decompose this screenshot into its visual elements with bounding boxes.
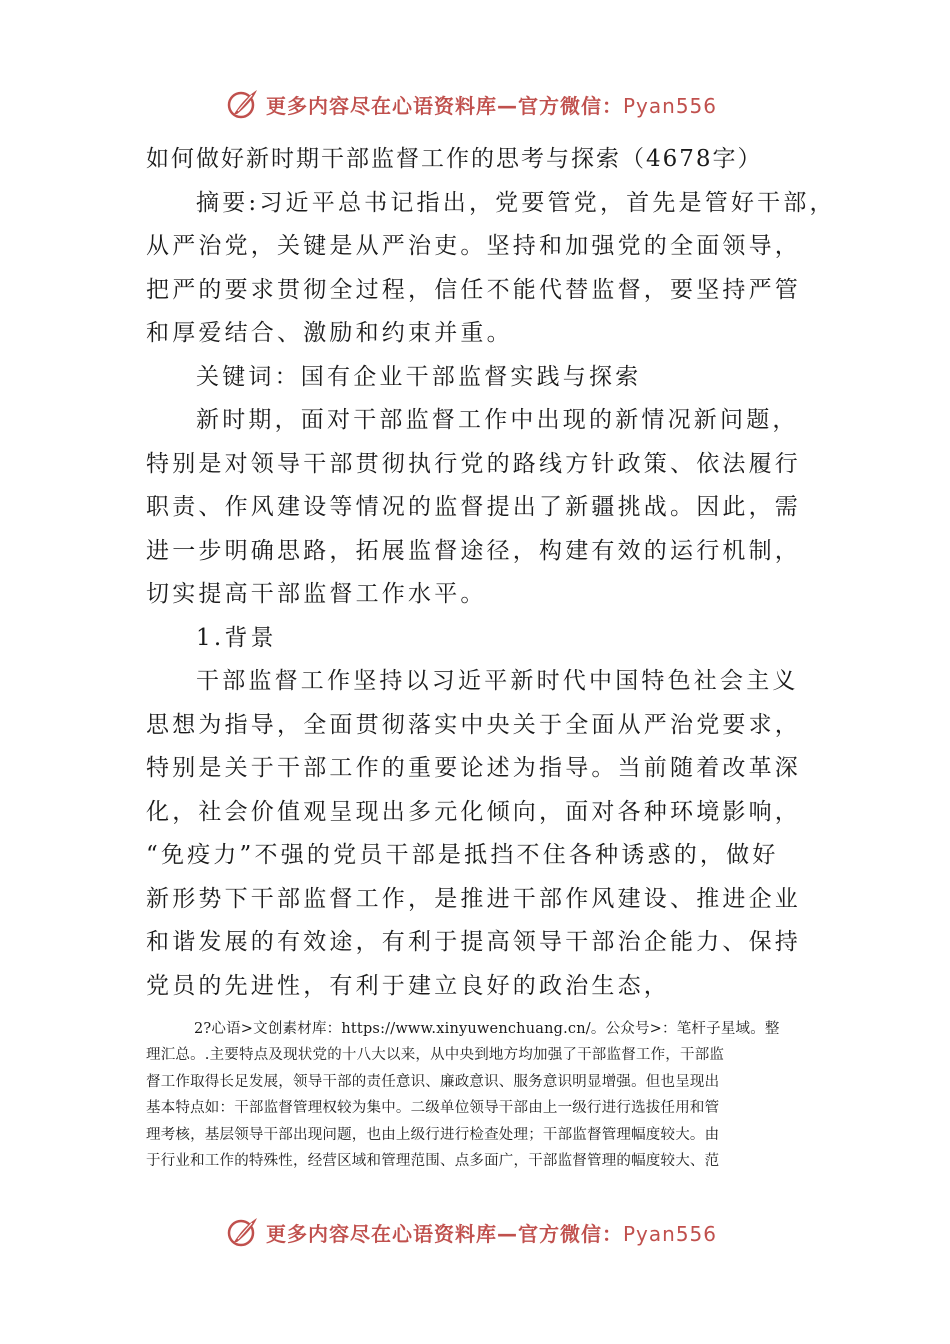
note-line: 理考核，基层领导干部出现问题，也由上级行进行检查处理；干部监督管理幅度较大。由 xyxy=(146,1126,720,1143)
banner-text: 更多内容尽在心语资料库—官方微信：Pyan556 xyxy=(266,93,718,118)
note-line: 于行业和工作的特殊性，经营区域和管理范围、点多面广，干部监督管理的幅度较大、范 xyxy=(146,1152,720,1169)
banner-text: 更多内容尽在心语资料库—官方微信：Pyan556 xyxy=(266,1221,718,1246)
body-line: 和厚爱结合、激励和约束并重。 xyxy=(146,320,513,346)
body-line: 切实提高干部监督工作水平。 xyxy=(146,581,487,607)
keywords-line: 关键词：国有企业干部监督实践与探索 xyxy=(196,363,642,390)
note-line: 2?心语>文创素材库：https://www.xinyuwenchuang.cn/。公众号>：笔杆子星域。整 xyxy=(194,1021,780,1037)
body-line: “免疫力”不强的党员干部是抵挡不住各种诱惑的，做好 xyxy=(146,842,779,868)
note-line: 理汇总。.主要特点及现状党的十八大以来，从中央到地方均加强了干部监督工作，干部监 xyxy=(146,1047,725,1064)
body-line: 特别是关于干部工作的重要论述为指导。当前随着改革深 xyxy=(146,755,801,781)
header-banner xyxy=(226,86,746,122)
body-line: 职责、作风建设等情况的监督提出了新疆挑战。因此，需 xyxy=(146,494,801,520)
note-line: 督工作取得长足发展，领导干部的责任意识、廉政意识、服务意识明显增强。但也呈现出 xyxy=(146,1073,720,1090)
body-line: 党员的先进性，有利于建立良好的政治生态， xyxy=(146,972,670,999)
document-body xyxy=(146,138,836,1008)
body-line: 新形势下干部监督工作，是推进干部作风建设、推进企业 xyxy=(146,885,801,912)
body-line: 干部监督工作坚持以习近平新时代中国特色社会主义 xyxy=(196,668,799,694)
body-line: 和谐发展的有效途，有利于提高领导干部治企能力、保持 xyxy=(146,929,801,955)
document-title: 如何做好新时期干部监督工作的思考与探索（4678字） xyxy=(146,146,763,172)
section-heading: 1.背景 xyxy=(196,624,277,651)
body-line: 特别是对领导干部贯彻执行党的路线方针政策、依法履行 xyxy=(146,450,801,477)
body-line: 进一步明确思路，拓展监督途径，构建有效的运行机制， xyxy=(146,537,801,564)
body-line: 新时期，面对干部监督工作中出现的新情况新问题， xyxy=(196,407,799,433)
body-line: 化，社会价值观呈现出多元化倾向，面对各种环境影响， xyxy=(146,798,801,825)
body-line: 把严的要求贯彻全过程，信任不能代替监督，要坚持严管 xyxy=(146,276,801,303)
wechat-id: Pyan556 xyxy=(623,93,718,118)
abstract-line: 摘要:习近平总书记指出，党要管党，首先是管好干部， xyxy=(196,189,836,216)
quill-pen-logo-icon xyxy=(226,87,260,121)
body-line: 从严治党，关键是从严治吏。坚持和加强党的全面领导， xyxy=(146,233,801,259)
body-line: 思想为指导，全面贯彻落实中央关于全面从严治党要求， xyxy=(146,711,801,738)
note-line: 基本特点如：干部监督管理权较为集中。二级单位领导干部由上一级行进行选拔任用和管 xyxy=(146,1100,720,1117)
wechat-id: Pyan556 xyxy=(623,1221,718,1246)
small-print-paragraph xyxy=(146,1016,826,1174)
footer-banner xyxy=(226,1214,746,1250)
quill-pen-logo-icon xyxy=(226,1215,260,1249)
